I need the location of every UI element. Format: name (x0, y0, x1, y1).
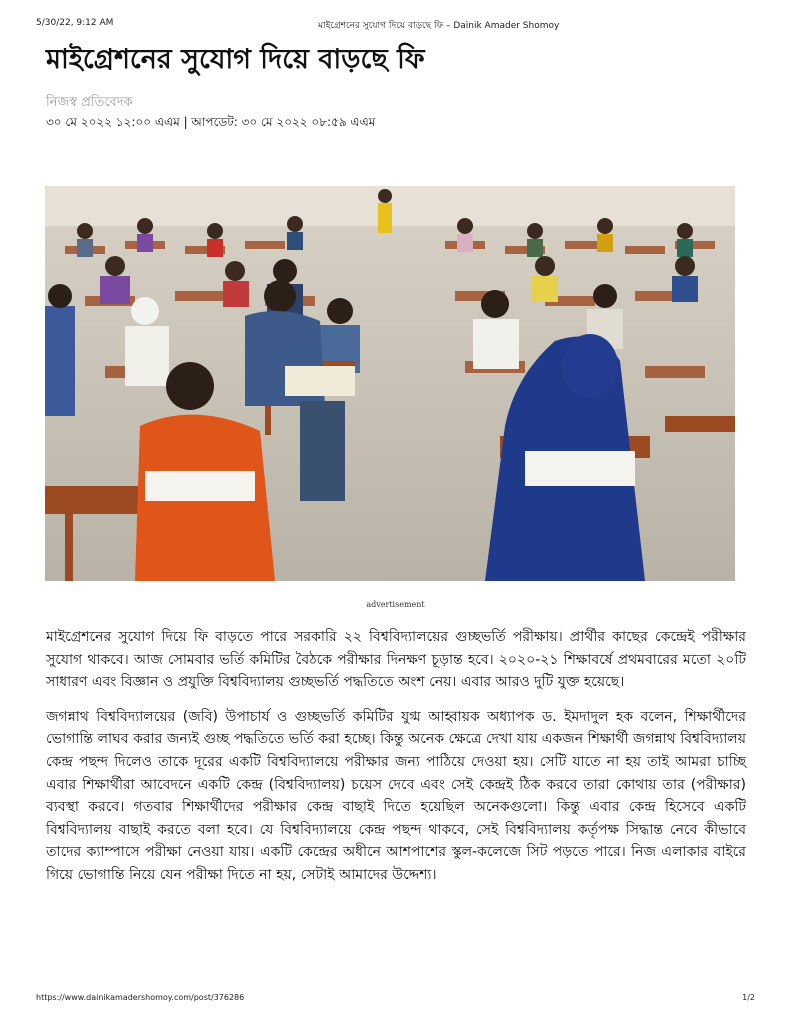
article-paragraph: মাইগ্রেশনের সুযোগ দিয়ে ফি বাড়তে পারে সরকারি ২২ বিশ্ববিদ্যালয়ের গুচ্ছভর্তি পরীক্ষায়। প্রার্থীর কাছের কেন্দ্রেই পরীক্ষার সুযোগ থাকবে। আজ সোমবার ভর্তি কমিটির বৈঠকে পরীক্ষার দিনক্ষণ চূড়ান্ত হবে। ২০২০-২১ শিক্ষাবর্ষে প্রথমবারের মতো ২০টি সাধারণ এবং বিজ্ঞান ও প্রযুক্তি বিশ্ববিদ্যালয় গুচ্ছভর্তি পদ্ধতিতে অংশ নেয়। এবার আরও দুটি যুক্ত হয়েছে। (46, 629, 746, 691)
article-timestamps: ৩০ মে ২০২২ ১২:০০ এএম | আপডেট: ৩০ মে ২০২২ ০৮:৫৯ এএম (46, 115, 376, 129)
print-page-title: মাইগ্রেশনের সুযোগ দিয়ে বাড়ছে ফি – Dainik Amader Shomoy (318, 21, 560, 31)
article-byline: নিজস্ব প্রতিবেদক (46, 95, 133, 110)
print-footer (36, 993, 755, 1005)
article-headline: মাইগ্রেশনের সুযোগ দিয়ে বাড়ছে ফি (46, 44, 425, 75)
print-url: https://www.dainikamadershomoy.com/post/376286 (36, 993, 245, 1002)
article-paragraph: জগন্নাথ বিশ্ববিদ্যালয়ের (জবি) উপাচার্য ও গুচ্ছভর্তি কমিটির যুগ্ম আহ্বায়ক অধ্যাপক ড. ইমদাদুল হক বলেন, শিক্ষার্থীদের ভোগান্তি লাঘব করার জন্যই গুচ্ছ পদ্ধতিতে ভর্তি করা হচ্ছে। কিন্তু অনেক ক্ষেত্রে দেখা যায় একজন শিক্ষার্থী জগন্নাথ বিশ্ববিদ্যালয় কেন্দ্র পছন্দ দিলেও তাকে দূরের একটি বিশ্ববিদ্যালয়ে পরীক্ষার জন্য পাঠিয়ে দেওয়া হয়। সেটি যাতে না হয় তাই আমরা চাচ্ছি এবার শিক্ষার্থীরা আবেদনে একটি কেন্দ্র (বিশ্ববিদ্যালয়) চয়েস দেবে এবং সেই কেন্দ্রই ঠিক করবে তারা কোথায় তার (পরীক্ষার) ব্যবস্থা করবে। গতবার শিক্ষার্থীদের পরীক্ষার কেন্দ্র বাছাই দিতে হয়েছিল অনেকগুলো। কিন্তু এবার কেন্দ্র হিসেবে একটি বিশ্ববিদ্যালয় বাছাই করতে বলা হবে। যে বিশ্ববিদ্যালয়ে কেন্দ্র পছন্দ থাকবে, সেই বিশ্ববিদ্যালয় কর্তৃপক্ষ সিদ্ধান্ত নেবে কীভাবে তাদের ক্যাম্পাসে পরীক্ষা নেওয়া যায়। একটি কেন্দ্রের অধীনে আশপাশের স্কুল-কলেজে সিট পড়তে পারে। নিজ এলাকার বাইরে গিয়ে ভোগান্তি নিয়ে যেন পরীক্ষা দিতে না হয়, সেটাই আমাদের উদ্দেশ্য। (46, 708, 746, 883)
article-photo (45, 186, 735, 581)
advertisement-label: advertisement (366, 600, 425, 609)
exam-hall-photo (45, 186, 735, 581)
print-date: 5/30/22, 9:12 AM (36, 18, 114, 28)
article-body (46, 626, 746, 899)
print-page-number: 1/2 (742, 993, 755, 1002)
print-header (36, 18, 755, 32)
